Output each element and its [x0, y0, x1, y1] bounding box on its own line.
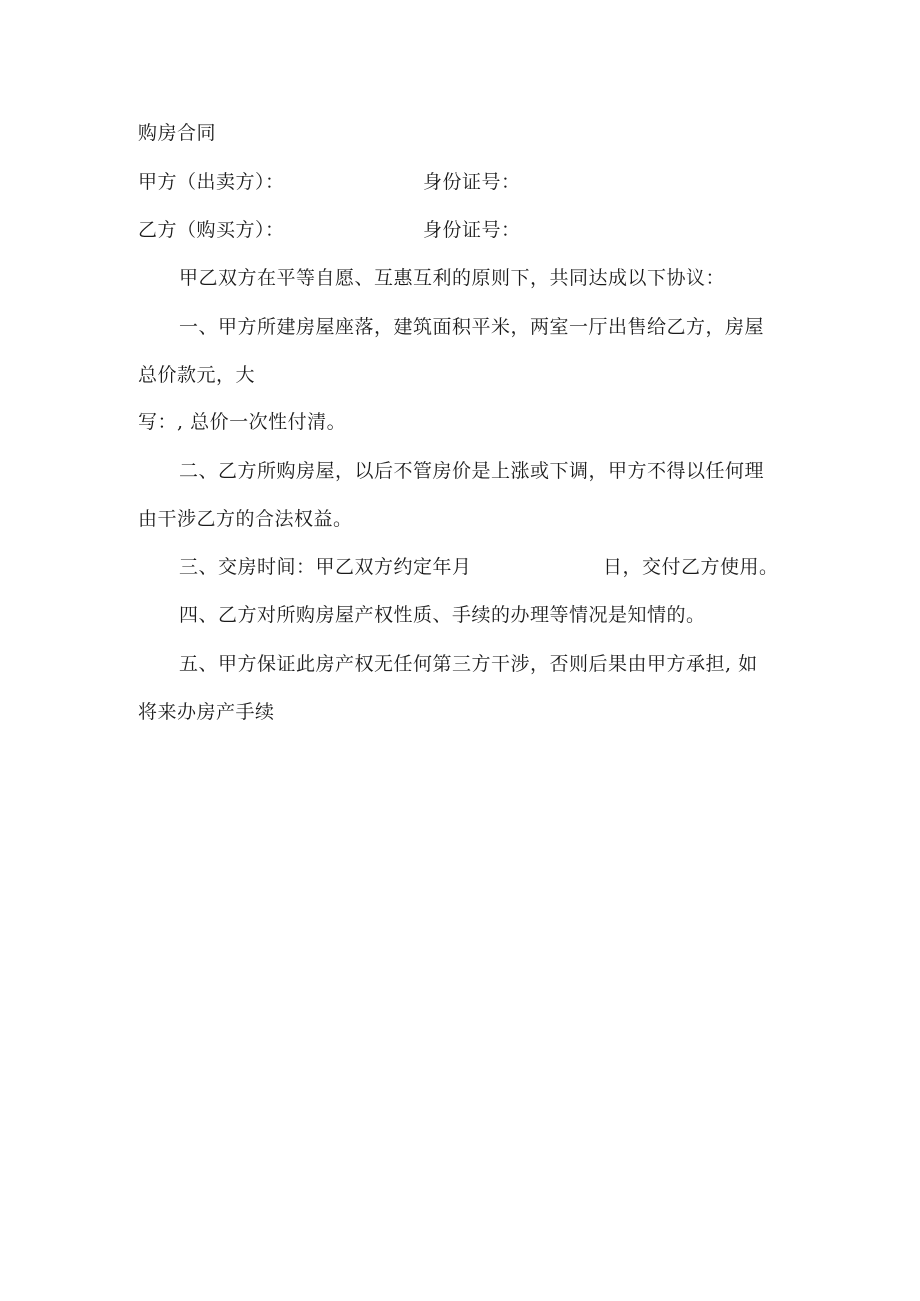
clause-1-line-2: 总价款元，大: [138, 364, 256, 386]
clause-3-part-1: 三、交房时间：甲乙双方约定年月: [179, 556, 472, 578]
document-title: 购房合同: [138, 122, 217, 144]
clause-2-line-1: 二、乙方所购房屋，以后不管房价是上涨或下调，甲方不得以任何理: [179, 460, 765, 482]
clause-1-text: 一、甲方所建房屋座落，建筑面积平米，两室一厅出售给乙方，房屋: [179, 316, 765, 338]
clause-1-line-3: 写：, 总价一次性付清。: [138, 411, 347, 433]
party-a-id-label: 身份证号：: [423, 171, 521, 193]
clause-2-line-2: 由干涉乙方的合法权益。: [138, 508, 353, 530]
clause-4-line-1: 四、乙方对所购房屋产权性质、手续的办理等情况是知情的。: [179, 604, 706, 626]
clause-3-part-2: 日，交付乙方使用。: [603, 556, 779, 578]
clause-5-line-2: 将来办房产手续: [138, 701, 275, 723]
party-b-label: 乙方（购买方）：: [138, 219, 285, 241]
intro-paragraph: 甲乙双方在平等自愿、互惠互利的原则下，共同达成以下协议：: [179, 267, 726, 289]
party-b-id-label: 身份证号：: [423, 219, 521, 241]
clause-5-line-1: 五、甲方保证此房产权无任何第三方干涉，否则后果由甲方承担, 如: [179, 653, 758, 675]
clause-1-line-1: [179, 315, 789, 339]
party-a-label: 甲方（出卖方）：: [138, 171, 285, 193]
